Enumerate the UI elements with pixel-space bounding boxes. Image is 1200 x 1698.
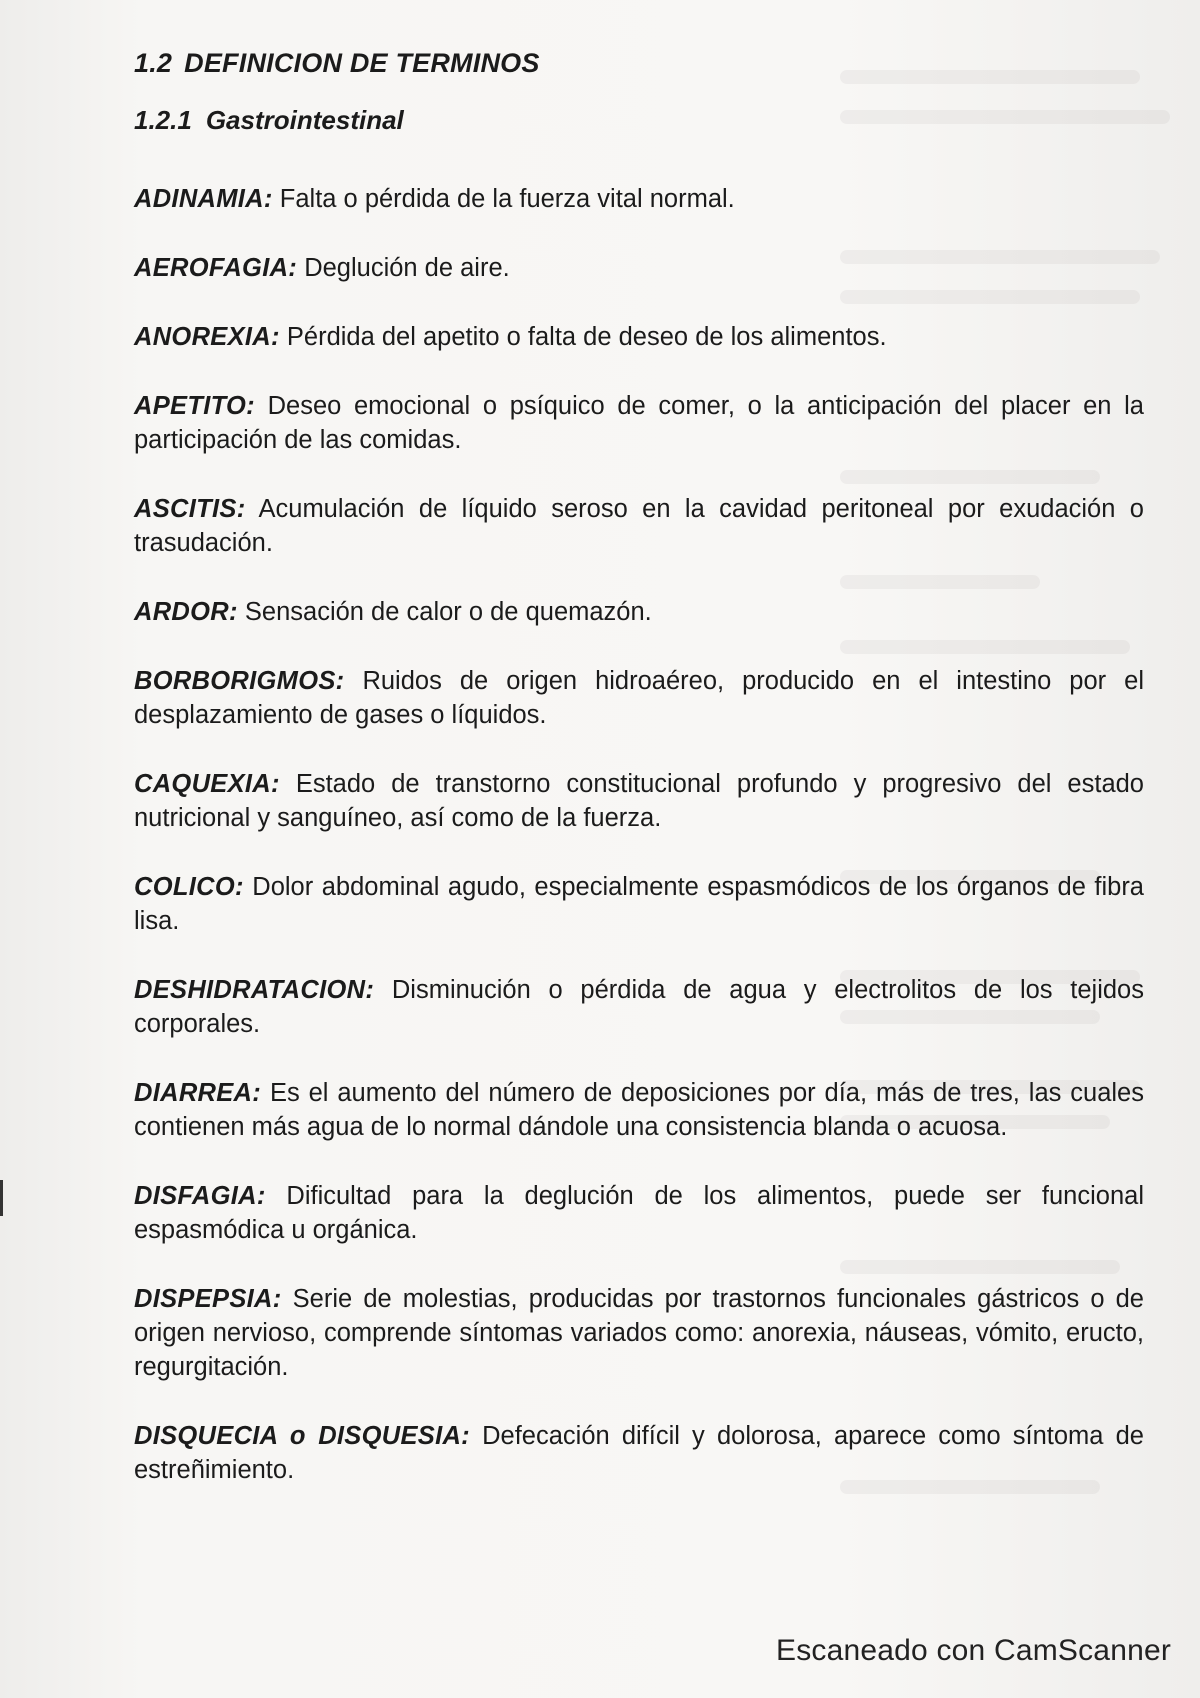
definition-entry-anorexia bbox=[134, 320, 1144, 354]
term: DISFAGIA: bbox=[134, 1182, 266, 1210]
definition: Dificultad para la deglución de los alimentos, puede ser funcional espasmódica u orgánica. bbox=[134, 1182, 1144, 1244]
section-heading bbox=[134, 48, 1144, 79]
section-title-text: DEFINICION DE TERMINOS bbox=[184, 48, 540, 78]
subsection-number: 1.2.1 bbox=[134, 105, 192, 135]
definition-entry-deshidratacion bbox=[134, 973, 1144, 1041]
definition: Disminución o pérdida de agua y electrolitos de los tejidos corporales. bbox=[134, 976, 1144, 1038]
definition-entry-ascitis bbox=[134, 492, 1144, 560]
term: CAQUEXIA: bbox=[134, 770, 280, 798]
definition: Ruidos de origen hidroaéreo, producido en el intestino por el desplazamiento de gases o líquidos. bbox=[134, 667, 1144, 729]
definition-entry-colico bbox=[134, 870, 1144, 938]
definition: Deseo emocional o psíquico de comer, o la anticipación del placer en la participación de las comidas. bbox=[134, 392, 1144, 454]
term: ADINAMIA: bbox=[134, 185, 273, 213]
definition: Pérdida del apetito o falta de deseo de los alimentos. bbox=[286, 323, 887, 351]
term: COLICO: bbox=[134, 873, 244, 901]
scan-edge-mark bbox=[0, 1180, 3, 1216]
document-body bbox=[134, 48, 1144, 1522]
definition-entry-caquexia bbox=[134, 767, 1144, 835]
definition-entry-aerofagia bbox=[134, 251, 1144, 285]
definition-entry-borborigmos bbox=[134, 664, 1144, 732]
definition: Es el aumento del número de deposiciones por día, más de tres, las cuales contienen más agua de lo normal dándole una consistencia blanda o acuosa. bbox=[134, 1079, 1144, 1141]
definition-entry-disquecia bbox=[134, 1419, 1144, 1487]
section-number: 1.2 bbox=[134, 48, 173, 78]
definition: Defecación difícil y dolorosa, aparece como síntoma de estreñimiento. bbox=[134, 1422, 1144, 1484]
term: DISPEPSIA: bbox=[134, 1285, 282, 1313]
camscanner-watermark: Escaneado con CamScanner bbox=[776, 1634, 1172, 1667]
definition: Estado de transtorno constitucional profundo y progresivo del estado nutricional y sanguíneo, así como de la fuerza. bbox=[134, 770, 1144, 832]
definition: Sensación de calor o de quemazón. bbox=[244, 598, 652, 626]
subsection-heading bbox=[134, 105, 1144, 136]
definition: Serie de molestias, producidas por trastornos funcionales gástricos o de origen nervioso, comprende síntomas variados como: anorexia, náuseas, vómito, eructo, regurgitación. bbox=[134, 1285, 1144, 1381]
definition-entry-apetito bbox=[134, 389, 1144, 457]
definition: Acumulación de líquido seroso en la cavidad peritoneal por exudación o trasudación. bbox=[134, 495, 1144, 557]
subsection-title-text: Gastrointestinal bbox=[205, 105, 404, 135]
definition: Deglución de aire. bbox=[304, 254, 510, 282]
term: BORBORIGMOS: bbox=[134, 667, 345, 695]
term: DIARREA: bbox=[134, 1079, 262, 1107]
term: DESHIDRATACION: bbox=[134, 976, 375, 1004]
definition-entry-adinamia bbox=[134, 182, 1144, 216]
definition-entry-dispepsia bbox=[134, 1282, 1144, 1384]
term: ANOREXIA: bbox=[134, 323, 280, 351]
definition-entry-diarrea bbox=[134, 1076, 1144, 1144]
term: ASCITIS: bbox=[134, 495, 246, 523]
term: DISQUECIA o DISQUESIA: bbox=[134, 1422, 470, 1450]
definition-entry-disfagia bbox=[134, 1179, 1144, 1247]
term: APETITO: bbox=[134, 392, 255, 420]
definition: Falta o pérdida de la fuerza vital normal. bbox=[279, 185, 735, 213]
definition-entry-ardor bbox=[134, 595, 1144, 629]
term: ARDOR: bbox=[134, 598, 238, 626]
term: AEROFAGIA: bbox=[134, 254, 298, 282]
definition: Dolor abdominal agudo, especialmente espasmódicos de los órganos de fibra lisa. bbox=[134, 873, 1144, 935]
